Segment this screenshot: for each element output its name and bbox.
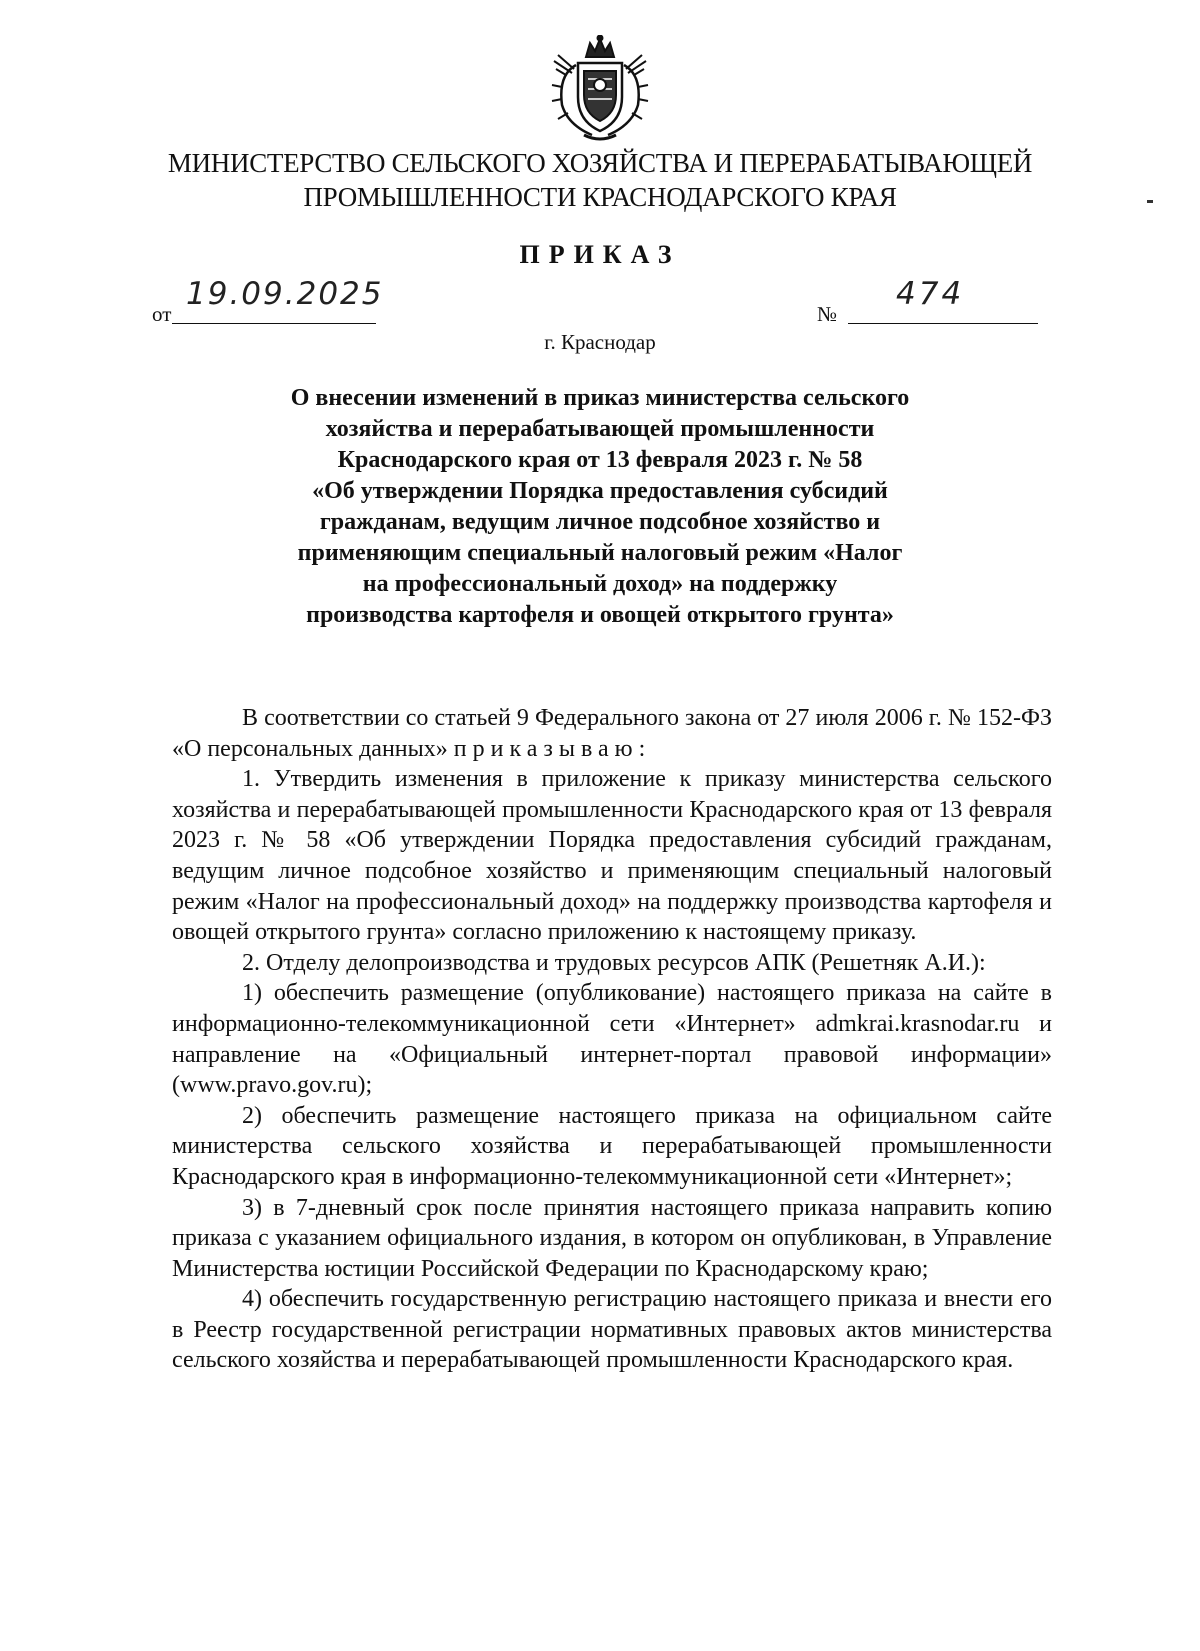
preamble-text: В соответствии со статьей 9 Федерального закона от 27 июля 2006 г. № 152-ФЗ «О персональных данных» xyxy=(172,705,1052,762)
number-value-handwritten: 474 xyxy=(896,276,965,312)
item-2-2-paragraph: 2) обеспечить размещение настоящего приказа на официальном сайте министерства сельского хозяйства и перерабатывающей промышленности Краснодарского края в информационно-телекоммуникационной сети «Интернет»; xyxy=(172,1102,1052,1190)
subject-line: «Об утверждении Порядка предоставления субсидий xyxy=(312,478,888,504)
coat-of-arms-emblem-icon xyxy=(548,35,652,145)
subject-line: производства картофеля и овощей открытого грунта» xyxy=(306,602,894,628)
document-subject xyxy=(180,383,1020,631)
subject-line: Краснодарского края от 13 февраля 2023 г. № 58 xyxy=(337,447,863,473)
ministry-line-1: МИНИСТЕРСТВО СЕЛЬСКОГО ХОЗЯЙСТВА И ПЕРЕРАБАТЫВАЮЩЕЙ xyxy=(167,148,1033,178)
subject-line: хозяйства и перерабатывающей промышленности xyxy=(325,416,875,442)
item-2-4-paragraph: 4) обеспечить государственную регистрацию настоящего приказа и внести его в Реестр государственной регистрации нормативных правовых актов министерства сельского хозяйства и перерабатывающей промышленности Краснодарского края. xyxy=(172,1286,1052,1374)
document-type-title: ПРИКАЗ xyxy=(519,240,681,269)
ministry-line-2: ПРОМЫШЛЕННОСТИ КРАСНОДАРСКОГО КРАЯ xyxy=(303,182,897,212)
item-2-paragraph: 2. Отделу делопроизводства и трудовых ресурсов АПК (Решетняк А.И.): xyxy=(242,949,986,976)
subject-line: на профессиональный доход» на поддержку xyxy=(362,571,838,597)
subject-line: О внесении изменений в приказ министерства сельского xyxy=(290,385,910,411)
preamble-paragraph xyxy=(172,703,1052,764)
ministry-name xyxy=(120,146,1080,214)
item-2-3-paragraph: 3) в 7-дневный срок после принятия настоящего приказа направить копию приказа с указанием официального издания, в котором он опубликован, в Управление Министерства юстиции Российской Федерации по Краснодарскому краю; xyxy=(172,1194,1052,1282)
date-label: от xyxy=(152,302,172,326)
document-body xyxy=(172,703,1052,1376)
number-underline xyxy=(848,323,1038,324)
subject-line: гражданам, ведущим личное подсобное хозяйство и xyxy=(319,509,881,535)
city-name: г. Краснодар xyxy=(544,330,656,354)
scan-speck xyxy=(1147,200,1153,203)
number-label: № xyxy=(817,302,838,326)
order-verb: приказываю: xyxy=(453,735,652,762)
subject-line: применяющим специальный налоговый режим «Налог xyxy=(297,540,903,566)
item-1-paragraph: 1. Утвердить изменения в приложение к приказу министерства сельского хозяйства и перерабатывающей промышленности Краснодарского края от 13 февраля 2023 г. № 58 «Об утверждении Порядка предоставления субсидий гражданам, ведущим личное подсобное хозяйство и применяющим специальный налоговый режим «Налог на профессиональный доход» на поддержку производства картофеля и овощей открытого грунта» согласно приложению к настоящему приказу. xyxy=(172,766,1052,946)
date-underline xyxy=(172,323,376,324)
item-2-1-paragraph: 1) обеспечить размещение (опубликование) настоящего приказа на сайте в информационно-телекоммуникационной сети «Интернет» admkrai.krasnodar.ru и направление на «Официальный интернет-портал правовой информации» (www.pravo.gov.ru); xyxy=(172,980,1052,1099)
date-value-handwritten: 19.09.2025 xyxy=(186,276,384,312)
